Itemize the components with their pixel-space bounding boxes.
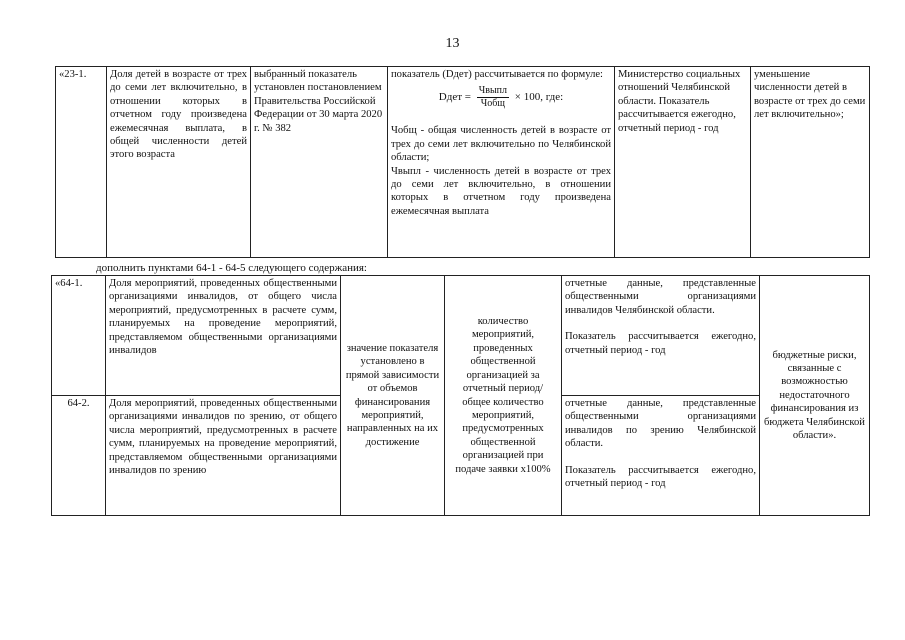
formula-fraction	[477, 85, 509, 110]
row-number: 64-2.	[52, 396, 106, 516]
page-number: 13	[445, 36, 460, 51]
amendment-caption: дополнить пунктами 64-1 - 64-5 следующего содержания:	[96, 262, 367, 274]
indicator-name: Доля мероприятий, проведенных общественными организациями инвалидов по зрению, от общего числа мероприятий, предусмотренных в расчете сумм, планируемых на проведение мероприятий, представляемом общественными организациями инвалидов по зрению	[106, 396, 341, 516]
data-source	[562, 396, 760, 516]
formula-numerator: Чвыпл	[478, 85, 507, 97]
risk-text: уменьшение численности детей в возрасте от трех до семи лет включительно»;	[751, 67, 870, 258]
period-text: Показатель рассчитывается ежегодно, отчетный период - год	[565, 331, 756, 356]
risk-text: бюджетные риски, связанные с возможностью недостаточного финансирования из бюджета Челябинской области».	[760, 276, 870, 516]
indicator-basis: выбранный показатель установлен постановлением Правительства Российской Федерации от 30 марта 2020 г. № 382	[251, 67, 388, 258]
row-number: «64-1.	[52, 276, 106, 396]
formula-rhs: × 100, где:	[514, 91, 564, 104]
indicator-name: Доля мероприятий, проведенных общественными организациями инвалидов, от общего числа мероприятий, предусмотренных в расчете сумм, планируемых на проведение мероприятий, представляемом общественными организациями инвалидов	[106, 276, 341, 396]
formula-lhs: Dдет =	[438, 91, 471, 104]
indicator-table-23-1	[55, 66, 870, 258]
method-intro: показатель (Dдет) рассчитывается по формуле:	[391, 69, 604, 80]
source-text: отчетные данные, представленные общественными организациями инвалидов по зрению Челябинской области.	[565, 398, 756, 450]
method-definition-1: Чобщ - общая численность детей в возрасте от трех до семи лет включительно по Челябинской области;	[391, 125, 611, 164]
period-text: Показатель рассчитывается ежегодно, отчетный период - год	[565, 464, 756, 490]
indicator-basis: значение показателя установлено в прямой зависимости от объемов финансирования мероприятий, направленных на их достижение	[341, 276, 445, 516]
data-source	[562, 276, 760, 396]
calculation-method: количество мероприятий, проведенных общественной организацией за отчетный период/ общее количество мероприятий, предусмотренных общественной организацией при подаче заявки х100%	[445, 276, 562, 516]
indicator-name: Доля детей в возрасте от трех до семи лет включительно, в отношении которых в отчетном году произведена ежемесячная выплата, в общей численности детей этого возраста	[107, 67, 251, 258]
table-row	[52, 276, 870, 396]
formula-denominator: Чобщ	[480, 98, 505, 110]
indicator-table-64	[51, 275, 870, 516]
table-row	[56, 67, 870, 258]
calculation-method	[388, 67, 615, 258]
source-text: отчетные данные, представленные общественными организациями инвалидов Челябинской области.	[565, 278, 756, 316]
responsible-body: Министерство социальных отношений Челябинской области. Показатель рассчитывается ежегодно, отчетный период - год	[615, 67, 751, 258]
formula	[391, 85, 611, 110]
method-definition-2: Чвыпл - численность детей в возрасте от трех до семи лет включительно, в отношении которых в отчетном году произведена ежемесячная выплата	[391, 165, 611, 217]
row-number: «23-1.	[56, 67, 107, 258]
